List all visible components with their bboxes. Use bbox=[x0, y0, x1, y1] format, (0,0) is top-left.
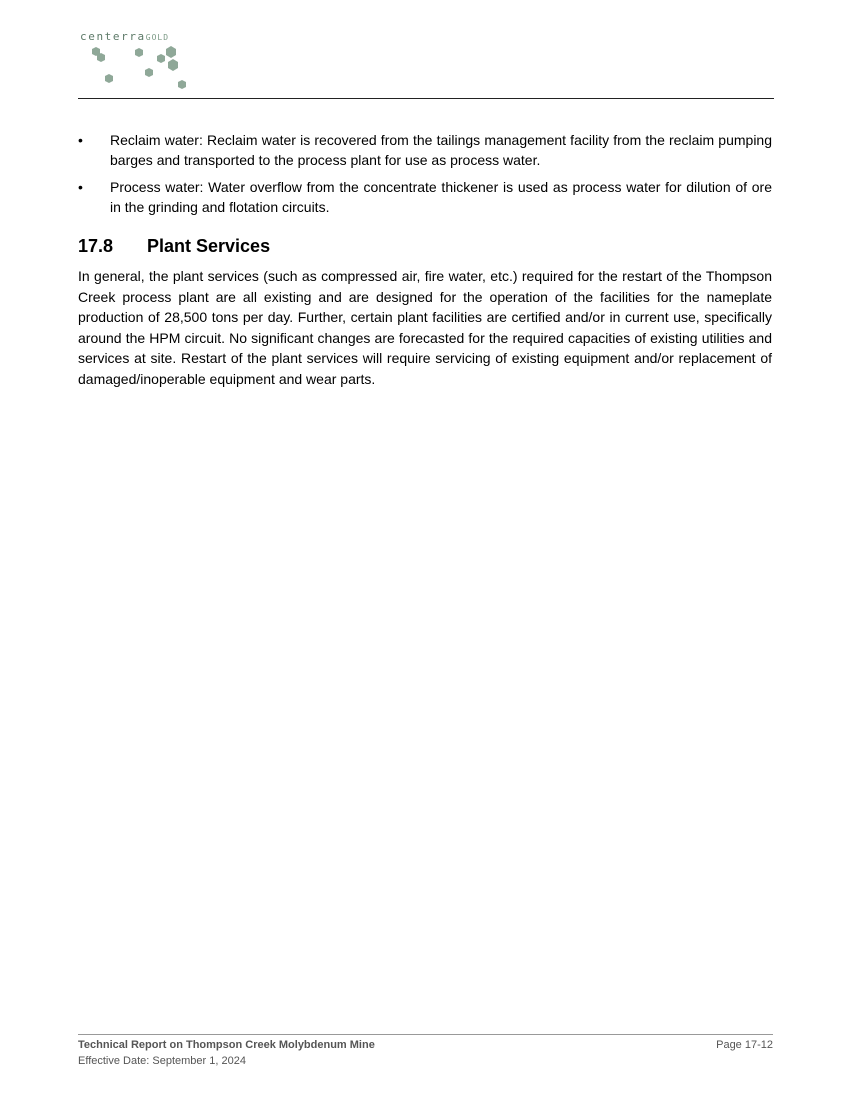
section-title: Plant Services bbox=[147, 236, 271, 256]
logo-hexagon bbox=[168, 59, 178, 71]
logo-hexagon bbox=[157, 54, 165, 63]
footer-page-number: Page 17-12 bbox=[716, 1039, 773, 1051]
logo-name: centerra bbox=[80, 30, 146, 43]
footer-report-title: Technical Report on Thompson Creek Molybdenum Mine bbox=[78, 1039, 375, 1051]
logo-hexagon bbox=[178, 80, 186, 89]
logo-hexagon-icon bbox=[78, 44, 198, 96]
footer-divider bbox=[78, 1034, 773, 1035]
bullet-marker: • bbox=[78, 132, 83, 148]
bullet-text: Reclaim water: Reclaim water is recovered from the tailings management facility from the reclaim pumping barges and transported to the process plant for use as process water. bbox=[110, 132, 772, 168]
bullet-text: Process water: Water overflow from the concentrate thickener is used as process water for dilution of ore in the grinding and flotation circuits. bbox=[110, 179, 772, 215]
section-body: In general, the plant services (such as compressed air, fire water, etc.) required for the restart of the Thompson Creek process plant are all existing and are designed for the operation of the facilities for the nameplate production of 28,500 tons per day. Further, certain plant facilities are certified and/or in current use, specifically around the HPM circuit. No significant changes are forecasted for the required capacities of existing utilities and services at site. Restart of the plant services will require servicing of existing equipment and/or replacement of damaged/inoperable equipment and wear parts. bbox=[78, 268, 772, 387]
logo-hexagon bbox=[145, 68, 153, 77]
logo-hexagons bbox=[92, 46, 186, 89]
header-divider bbox=[78, 98, 774, 99]
footer-effective-date: Effective Date: September 1, 2024 bbox=[78, 1055, 246, 1067]
page-content bbox=[78, 130, 772, 389]
section-number: 17.8 bbox=[78, 236, 114, 256]
logo-hexagon bbox=[135, 48, 143, 57]
logo-hexagon bbox=[105, 74, 113, 83]
page-footer bbox=[78, 1034, 773, 1067]
bullet-marker: • bbox=[78, 179, 83, 195]
list-item bbox=[78, 130, 772, 170]
section-heading bbox=[78, 234, 772, 258]
company-logo-text bbox=[80, 30, 169, 43]
page-header bbox=[78, 28, 774, 100]
bullet-list bbox=[78, 130, 772, 217]
logo-suffix: GOLD bbox=[145, 33, 170, 42]
list-item bbox=[78, 177, 772, 217]
logo-hexagon bbox=[166, 46, 176, 58]
